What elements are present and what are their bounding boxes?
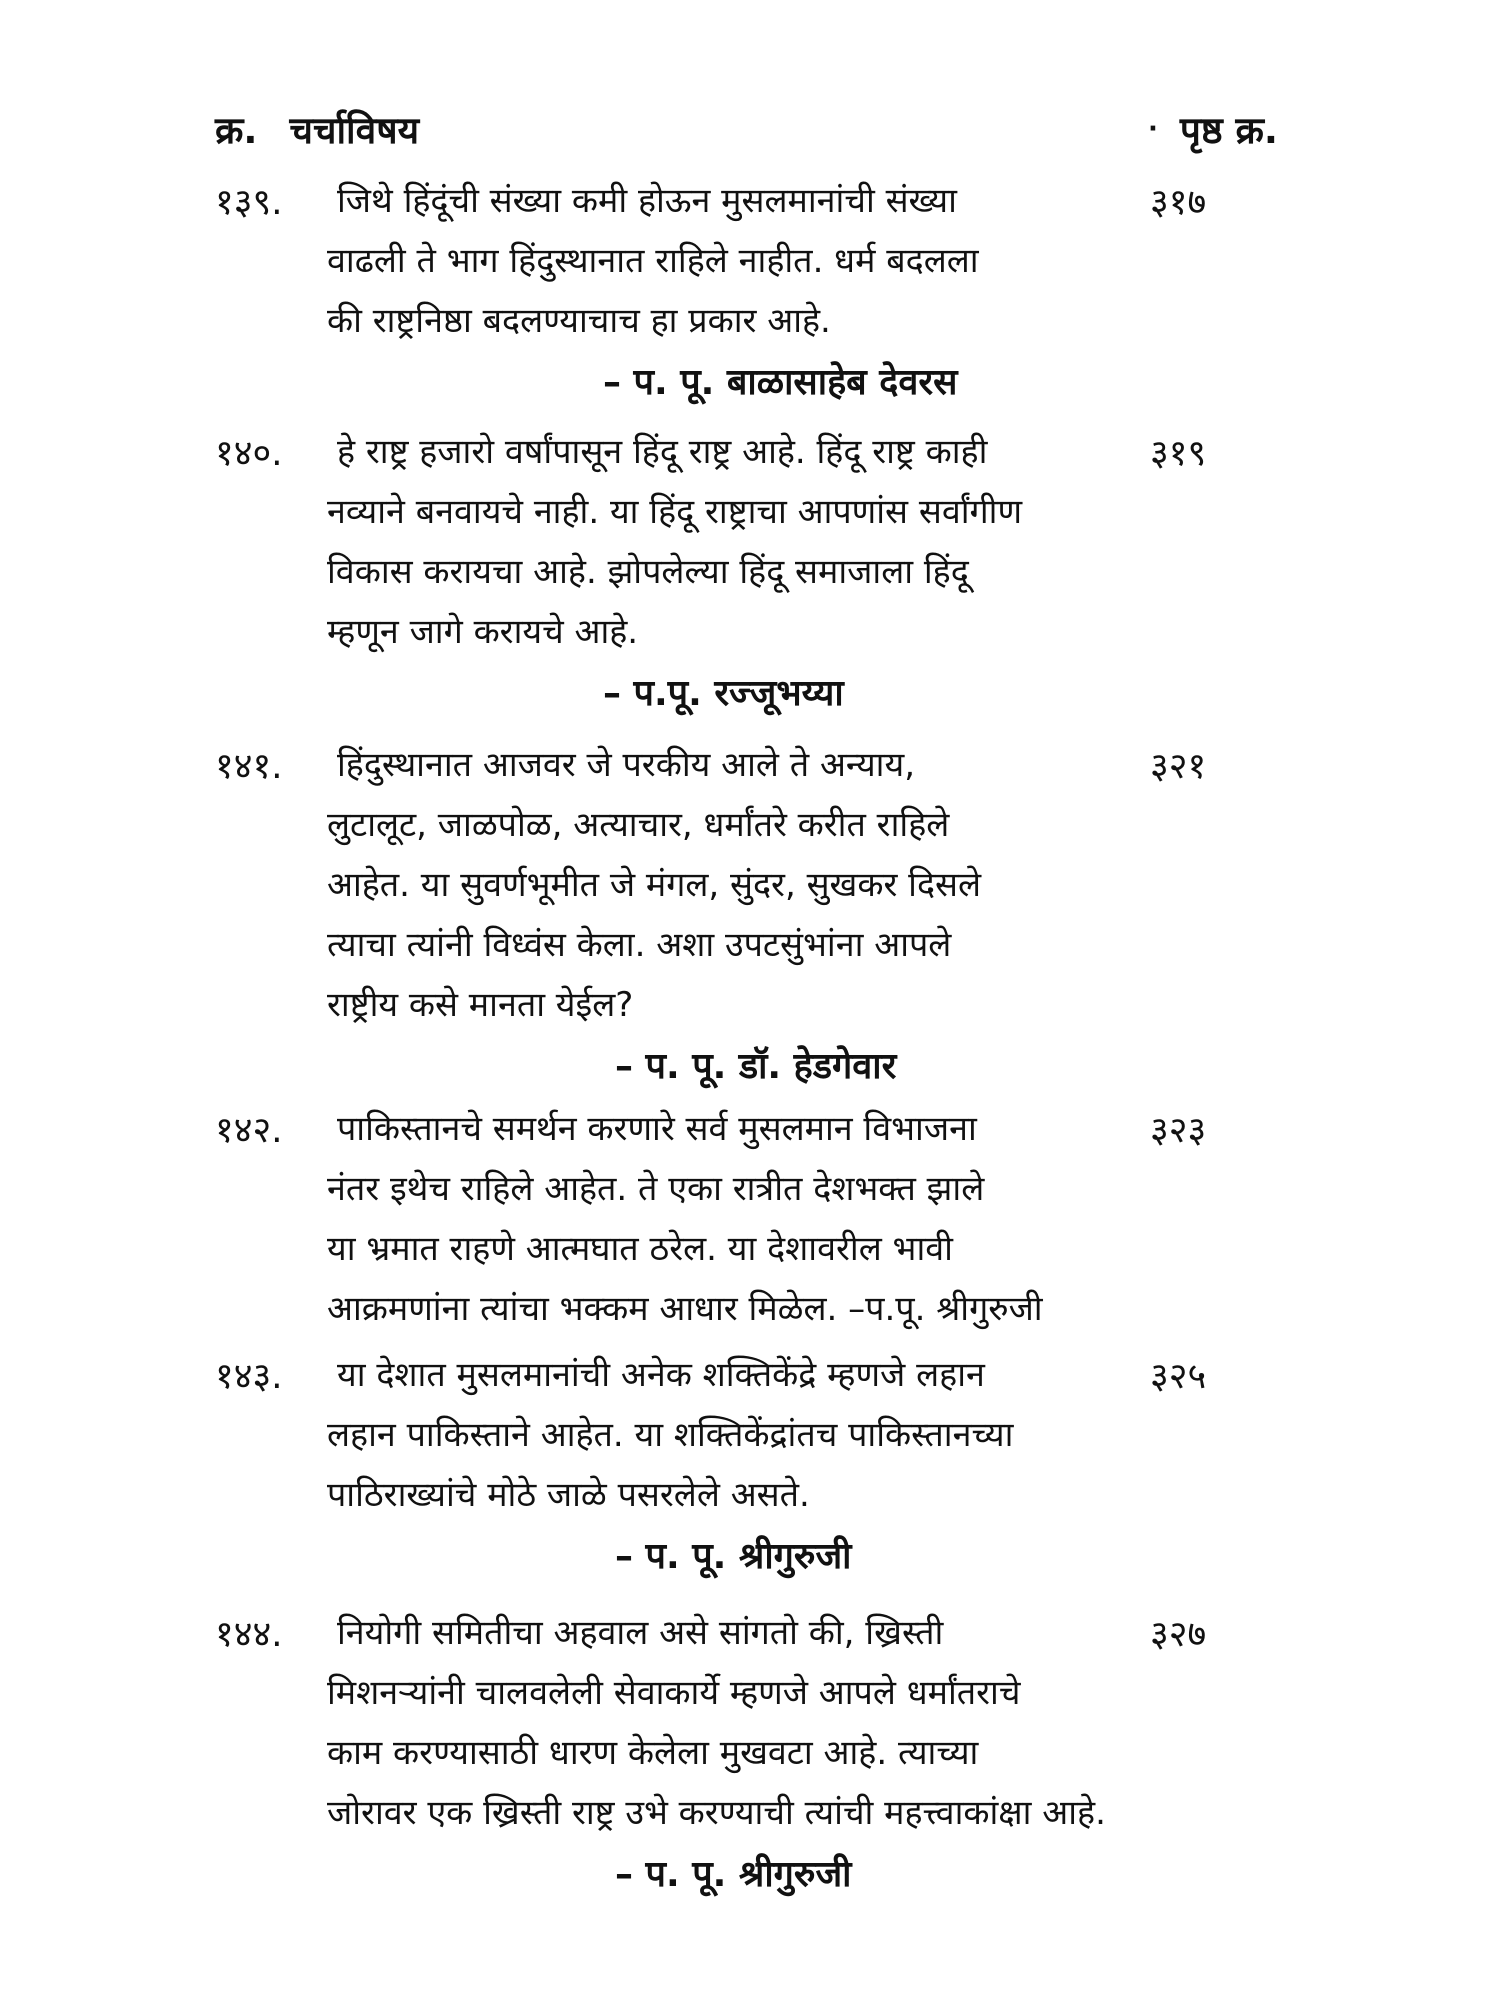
entry-line: राष्ट्रीय कसे मानता येईल? <box>327 985 634 1025</box>
entry-line: हिंदुस्थानात आजवर जे परकीय आले ते अन्याय, <box>337 745 916 785</box>
entry-line: नव्याने बनवायचे नाही. या हिंदू राष्ट्राचा आपणांस सर्वांगीण <box>327 492 1023 532</box>
entry-line: मिशनऱ्यांनी चालवलेली सेवाकार्ये म्हणजे आपले धर्मांतराचे <box>327 1673 1021 1713</box>
entry-line: जोरावर एक ख्रिस्ती राष्ट्र उभे करण्याची त्यांची महत्त्वाकांक्षा आहे. <box>327 1793 1106 1833</box>
header-dot: · <box>1147 114 1158 144</box>
entry-line: म्हणून जागे करायचे आहे. <box>327 612 639 652</box>
entry-line: नियोगी समितीचा अहवाल असे सांगतो की, ख्रिस्ती <box>337 1613 944 1653</box>
header-num-label: क्र. <box>215 109 258 152</box>
attribution: – प.पू. रज्जूभय्या <box>603 673 844 714</box>
attribution: – प. पू. श्रीगुरुजी <box>615 1854 852 1895</box>
header-topic-label: चर्चाविषय <box>289 109 420 152</box>
entry-line: आहेत. या सुवर्णभूमीत जे मंगल, सुंदर, सुखकर दिसले <box>327 865 982 905</box>
entry-page: ३२३ <box>1150 1110 1207 1151</box>
entry-line: विकास करायचा आहे. झोपलेल्या हिंदू समाजाला हिंदू <box>327 552 969 592</box>
entry-line: वाढली ते भाग हिंदुस्थानात राहिले नाहीत. धर्म बदलला <box>327 241 979 281</box>
entry-page: ३२१ <box>1150 746 1207 787</box>
entry-line: आक्रमणांना त्यांचा भक्कम आधार मिळेल. <box>327 1289 838 1329</box>
entry-line: काम करण्यासाठी धारण केलेला मुखवटा आहे. त्याच्या <box>327 1733 979 1773</box>
entry-number: १३९. <box>215 182 283 223</box>
entry-number: १४०. <box>215 433 283 474</box>
attribution: – प. पू. श्रीगुरुजी <box>615 1536 852 1577</box>
entry-line: या देशात मुसलमानांची अनेक शक्तिकेंद्रे म्हणजे लहान <box>337 1355 985 1395</box>
attribution: – प. पू. डॉ. हेडगेवार <box>615 1046 897 1087</box>
entry-number: १४२. <box>215 1110 283 1151</box>
entry-line: हे राष्ट्र हजारो वर्षांपासून हिंदू राष्ट्र आहे. हिंदू राष्ट्र काही <box>337 432 988 472</box>
entry-number: १४३. <box>215 1356 283 1397</box>
entry-line: नंतर इथेच राहिले आहेत. ते एका रात्रीत देशभक्त झाले <box>327 1169 985 1209</box>
entry-line: लहान पाकिस्ताने आहेत. या शक्तिकेंद्रांतच पाकिस्तानच्या <box>327 1415 1014 1455</box>
entry-line: पाठिराख्यांचे मोठे जाळे पसरलेले असते. <box>327 1475 810 1515</box>
attribution: – प. पू. बाळासाहेब देवरस <box>603 362 958 403</box>
column-header <box>215 103 1278 163</box>
entry-line: या भ्रमात राहणे आत्मघात ठरेल. या देशावरील भावी <box>327 1229 953 1269</box>
entry-page: ३१९ <box>1150 433 1207 474</box>
entry-page: ३१७ <box>1150 182 1207 223</box>
entry-page: ३२५ <box>1150 1356 1207 1397</box>
entry-number: १४१. <box>215 746 283 787</box>
header-page-label: पृष्ठ क्र. <box>1179 109 1278 152</box>
entry-line: जिथे हिंदूंची संख्या कमी होऊन मुसलमानांची संख्या <box>337 181 957 221</box>
entry-number: १४४. <box>215 1614 283 1655</box>
header-right <box>1148 103 1278 154</box>
entry-line: की राष्ट्रनिष्ठा बदलण्याचाच हा प्रकार आहे. <box>327 301 831 341</box>
entry-line: पाकिस्तानचे समर्थन करणारे सर्व मुसलमान विभाजना <box>337 1109 977 1149</box>
entry-line-with-attribution <box>327 1284 1043 1330</box>
inline-attribution: –प.पू. श्रीगुरुजी <box>848 1289 1043 1329</box>
entry-line: त्याचा त्यांनी विध्वंस केला. अशा उपटसुंभांना आपले <box>327 925 952 965</box>
header-left <box>215 103 419 154</box>
entry-line: लुटालूट, जाळपोळ, अत्याचार, धर्मांतरे करीत राहिले <box>327 805 950 845</box>
entry-page: ३२७ <box>1150 1614 1207 1655</box>
